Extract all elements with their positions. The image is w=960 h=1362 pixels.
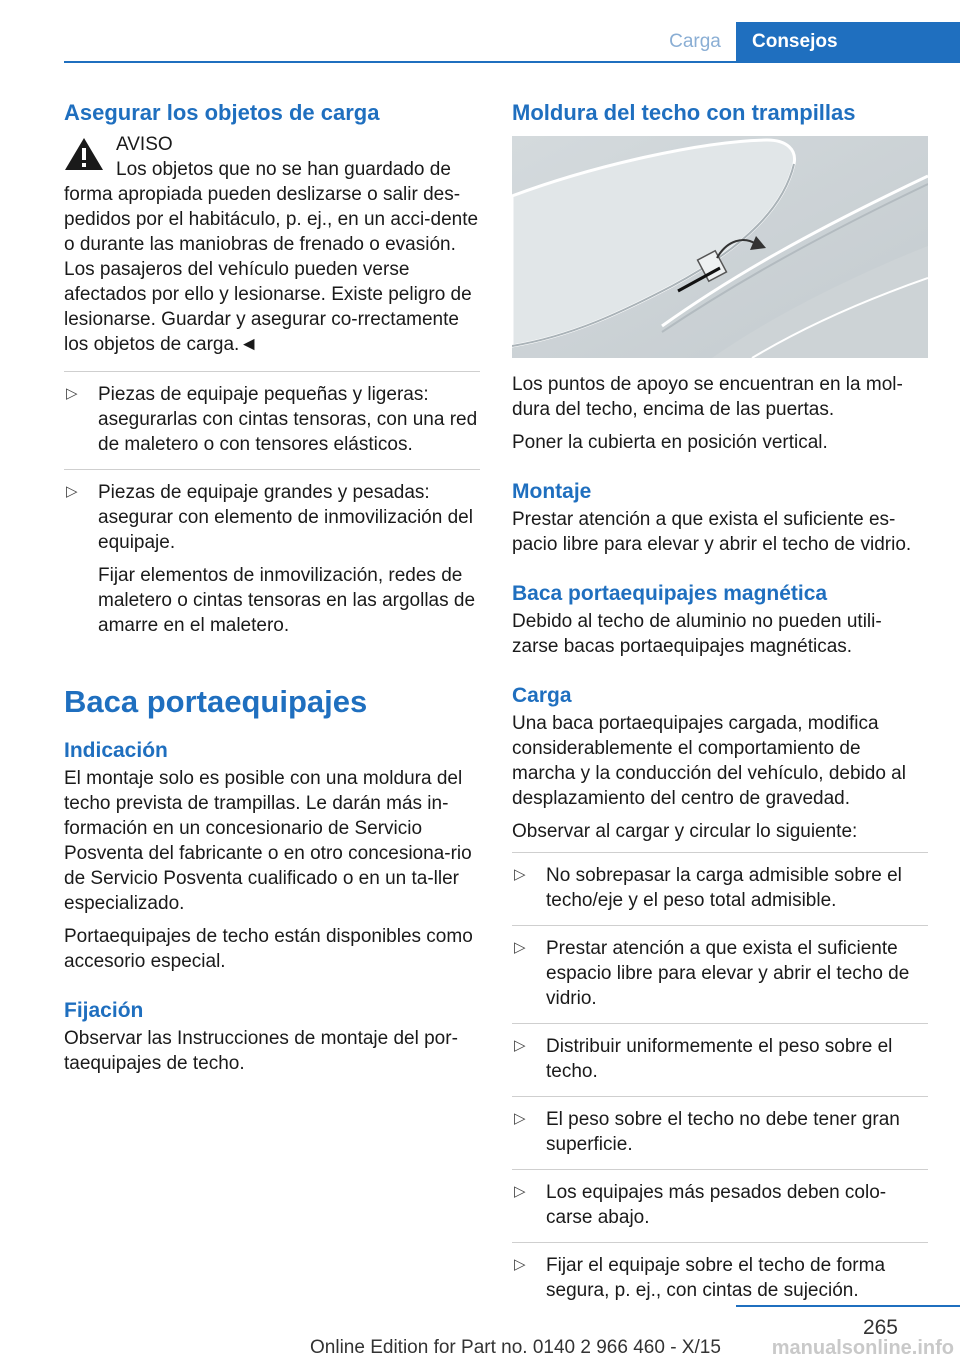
warning-triangle-icon xyxy=(64,136,104,172)
carga-text-1: Una baca portaequipajes cargada, modifica considerablemente el comportamiento de marcha y la conducción del vehículo, debido al desplazamiento del centro de gravedad. xyxy=(512,713,906,809)
moldura-text-1: Los puntos de apoyo se encuentran en la mol-dura del techo, encima de las puertas. xyxy=(512,374,903,420)
list-item xyxy=(64,371,480,469)
fijacion-text: Observar las Instrucciones de montaje del por-taequipajes de techo. xyxy=(64,1028,458,1074)
list-item-text: Fijar el equipaje sobre el techo de forma segura, p. ej., con cintas de sujeción. xyxy=(546,1255,886,1301)
triangle-right-icon: ▷ xyxy=(514,1110,526,1127)
list-item-text: No sobrepasar la carga admisible sobre el techo/eje y el peso total admisible. xyxy=(546,865,902,911)
left-bullet-list xyxy=(64,371,480,650)
indicacion-text-2: Portaequipajes de techo están disponibles como accesorio especial. xyxy=(64,926,473,972)
warning-text: forma apropiada pueden deslizarse o salir des-pedidos por el habitáculo, p. ej., en un acci-dente o durante las maniobras de frenado o evasión. Los pasajeros del vehículo pueden verse afectados por ello y lesionarse. Existe peligro de lesionarse. Guardar y asegurar co-rrectamente los objetos de carga.◄ xyxy=(64,184,479,355)
list-item xyxy=(512,1169,928,1242)
magnetica-text: Debido al techo de aluminio no pueden utili-zarse bacas portaequipajes magnéticas. xyxy=(512,611,882,657)
warning-first-line: Los objetos que no se han guardado de xyxy=(116,159,451,180)
carga-text-2: Observar al cargar y circular lo siguiente: xyxy=(512,821,858,842)
list-item xyxy=(512,852,928,925)
header-rule xyxy=(64,61,960,63)
section-title-moldura: Moldura del techo con trampillas xyxy=(512,100,856,125)
list-item-text: Piezas de equipaje grandes y pesadas: asegurar con elemento de inmovilización del equipaje. xyxy=(98,482,473,553)
triangle-right-icon: ▷ xyxy=(514,939,526,956)
triangle-right-icon: ▷ xyxy=(514,1256,526,1273)
list-item-text: Piezas de equipaje pequeñas y ligeras: asegurarlas con cintas tensoras, con una red de maletero o con tensores elásticos. xyxy=(98,384,478,455)
list-item-text: Distribuir uniformemente el peso sobre el techo. xyxy=(546,1036,893,1082)
warning-block xyxy=(64,132,480,182)
triangle-right-icon: ▷ xyxy=(514,866,526,883)
list-item xyxy=(512,925,928,1023)
subtitle-carga: Carga xyxy=(512,684,572,707)
subtitle-montaje: Montaje xyxy=(512,480,592,503)
left-column xyxy=(64,98,480,1084)
subtitle-fijacion: Fijación xyxy=(64,999,144,1022)
triangle-right-icon: ▷ xyxy=(66,385,78,402)
triangle-right-icon: ▷ xyxy=(514,1183,526,1200)
right-bullet-list xyxy=(512,852,928,1315)
list-item-extra-text: Fijar elementos de inmovilización, redes de maletero o cintas tensoras en las argollas de amarre en el maletero. xyxy=(98,565,476,636)
warning-label: AVISO xyxy=(116,134,173,155)
list-item-text: Prestar atención a que exista el suficiente espacio libre para elevar y abrir el techo de vidrio. xyxy=(546,938,910,1009)
main-title-baca: Baca portaequipajes xyxy=(64,684,368,719)
triangle-right-icon: ▷ xyxy=(66,483,78,500)
subtitle-indicacion: Indicación xyxy=(64,739,168,762)
triangle-right-icon: ▷ xyxy=(514,1037,526,1054)
subtitle-magnetica: Baca portaequipajes magnética xyxy=(512,582,828,605)
list-item xyxy=(512,1023,928,1096)
list-item-text: El peso sobre el techo no debe tener gran superficie. xyxy=(546,1109,900,1155)
section-title-asegurar: Asegurar los objetos de carga xyxy=(64,100,380,125)
indicacion-text: El montaje solo es posible con una moldura del techo prevista de trampillas. Le darán más in-formación en un concesionario de Servicio Posventa del fabricante o en otro concesiona-rio de Servicio Posventa cualificado o en un ta-ller especializado. xyxy=(64,768,472,914)
moldura-text-2: Poner la cubierta en posición vertical. xyxy=(512,432,828,453)
list-item-text: Los equipajes más pesados deben colo-carse abajo. xyxy=(546,1182,887,1228)
watermark: manualsonline.info xyxy=(771,1337,954,1359)
list-item xyxy=(512,1096,928,1169)
list-item xyxy=(64,469,480,650)
montaje-text: Prestar atención a que exista el suficiente es-pacio libre para elevar y abrir el techo de vidrio. xyxy=(512,509,912,555)
header-tab-carga: Carga xyxy=(669,31,721,52)
page-number: 265 xyxy=(862,1316,898,1339)
footer-rule xyxy=(736,1305,960,1307)
roof-trim-illustration xyxy=(512,136,928,358)
footer-edition-text: Online Edition for Part no. 0140 2 966 460 - X/15 xyxy=(310,1337,721,1358)
header-tab-consejos: Consejos xyxy=(736,22,960,62)
right-column xyxy=(512,98,928,1323)
